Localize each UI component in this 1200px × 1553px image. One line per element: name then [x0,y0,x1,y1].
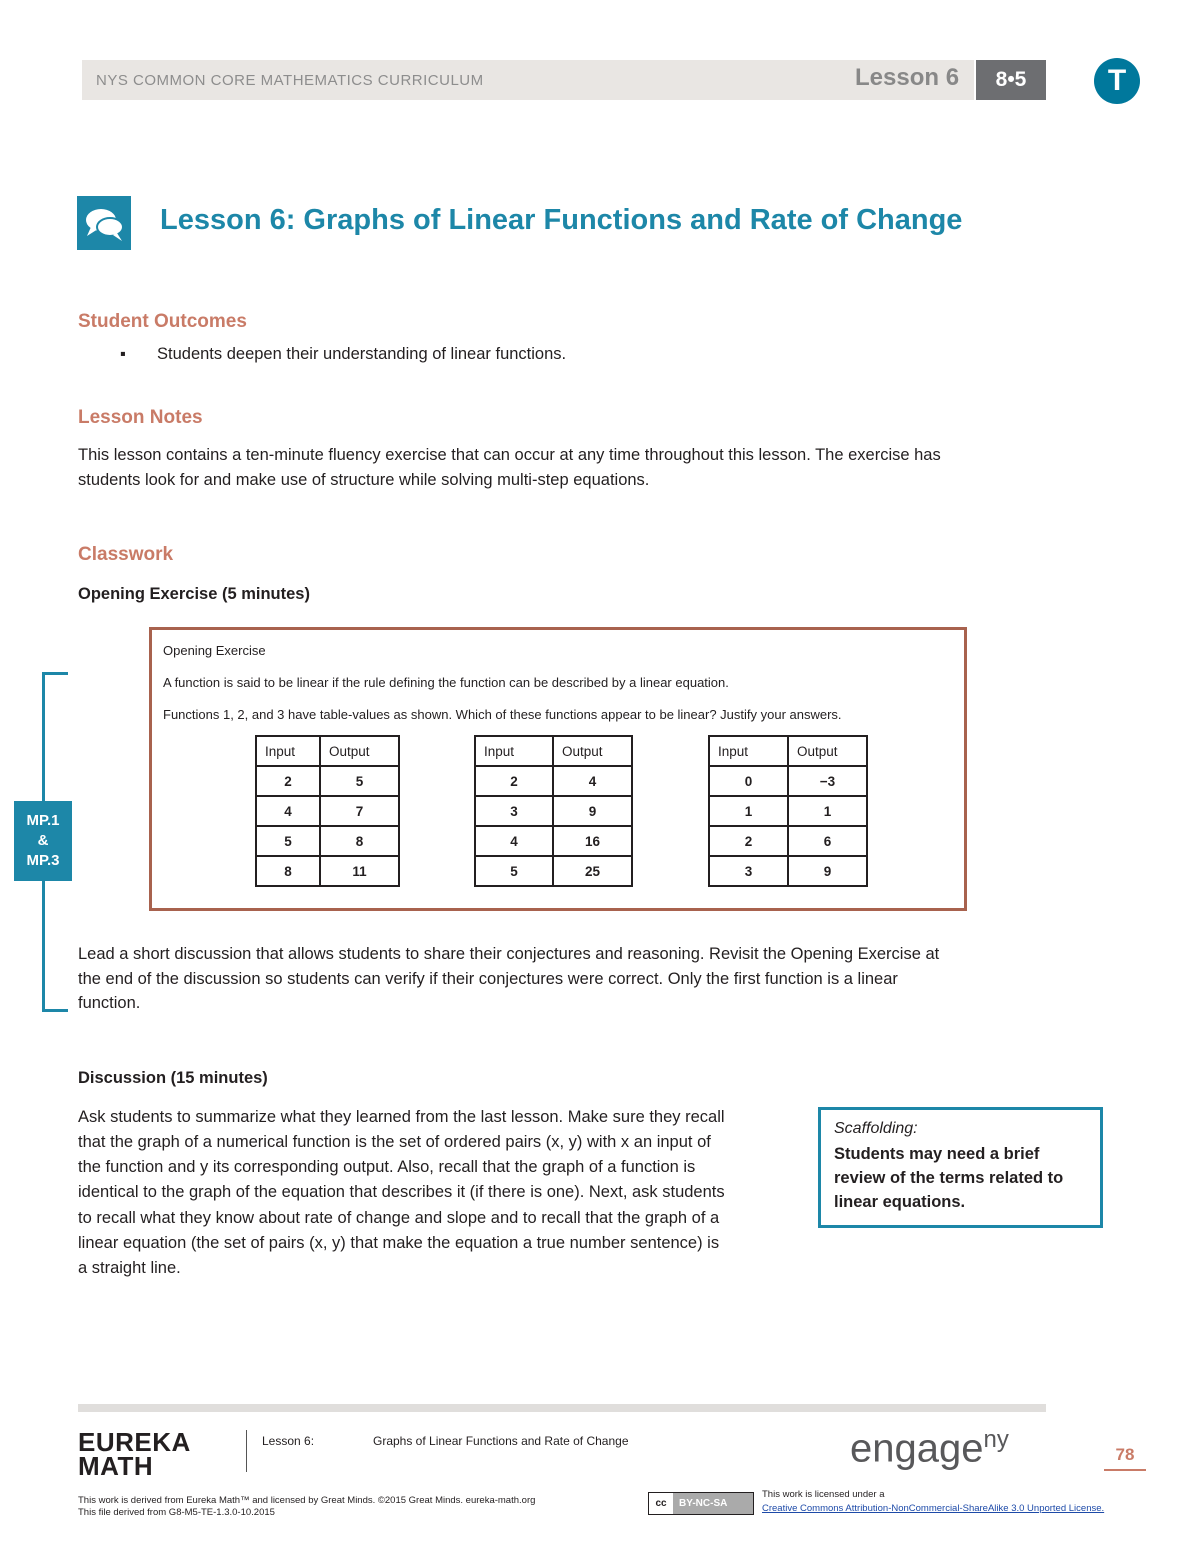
discussion-body-line4: identical to the graph of the equation that describes it (if there is one). Next, ask students [78,1183,725,1201]
engage-sup: ny [983,1426,1009,1453]
function-table-3 [708,735,868,887]
function-table-1 [255,735,400,887]
mp-bracket-top [42,672,68,675]
scaffolding-title: Scaffolding: [834,1120,918,1137]
table-cell: 5 [320,766,399,796]
teacher-badge: T [1094,58,1140,104]
engageny-logo [850,1426,1009,1471]
footer-divider [246,1430,247,1472]
cc-icon: cc [649,1493,673,1514]
engage-text: engage [850,1426,984,1471]
table-cell: 2 [709,826,788,856]
student-outcomes-heading: Student Outcomes [78,311,247,332]
discussion-body-line2: that the graph of a numerical function is the set of ordered pairs (x, y) with x an input of [78,1133,711,1151]
table-cell: 16 [553,826,632,856]
lesson-notes-line2: students look for and make use of structure while solving multi-step equations. [78,471,650,489]
table-cell: 3 [475,796,553,826]
table-header: Output [553,736,632,766]
lesson-notes-line1: This lesson contains a ten-minute fluency exercise that can occur at any time throughout this lesson. The exercise has [78,446,941,464]
table-cell: 6 [788,826,867,856]
opening-exercise-heading: Opening Exercise (5 minutes) [78,585,310,603]
table-header: Output [788,736,867,766]
curriculum-label: NYS COMMON CORE MATHEMATICS CURRICULUM [96,72,484,89]
table-cell: 0 [709,766,788,796]
footer-lesson-title: Graphs of Linear Functions and Rate of Change [373,1434,629,1448]
lesson-number: Lesson 6 [855,64,960,91]
table-cell: 4 [553,766,632,796]
table-header: Input [256,736,320,766]
classwork-heading: Classwork [78,544,174,565]
scaffolding-line3: linear equations. [834,1193,966,1211]
footer-rule [78,1404,1046,1412]
derived-notice-1: This work is derived from Eureka Math™ and licensed by Great Minds. ©2015 Great Minds. eureka-math.org [78,1495,536,1506]
table-cell: 7 [320,796,399,826]
eureka-logo-line1: EUREKA [78,1427,191,1457]
table-cell: 1 [709,796,788,826]
table-cell: −3 [788,766,867,796]
mp-standards-box [14,801,72,881]
bullet-icon: ▪ [120,345,126,363]
discussion-lead-line2: the end of the discussion so students can verify if their conjectures were correct. Only the first function is a linear [78,970,898,988]
table-cell: 11 [320,856,399,886]
page-title: Lesson 6: Graphs of Linear Functions and Rate of Change [160,204,963,236]
table-cell: 3 [709,856,788,886]
table-cell: 2 [256,766,320,796]
exercise-line1: A function is said to be linear if the rule defining the function can be described by a linear equation. [163,675,729,690]
footer-lesson-label: Lesson 6: [262,1434,315,1448]
mp-bracket-bottom [42,1009,68,1012]
license-notice: This work is licensed under a [762,1489,885,1500]
page-number: 78 [1104,1445,1146,1471]
table-cell: 8 [256,856,320,886]
function-table-2 [474,735,633,887]
scaffolding-line2: review of the terms related to [834,1169,1064,1187]
exercise-line2: Functions 1, 2, and 3 have table-values as shown. Which of these functions appear to be linear? Justify your answers. [163,707,842,722]
eureka-logo-line2: MATH [78,1451,154,1481]
discussion-body-line1: Ask students to summarize what they learned from the last lesson. Make sure they recall [78,1108,725,1126]
scaffolding-line1: Students may need a brief [834,1145,1040,1163]
discussion-body-line7: a straight line. [78,1259,181,1277]
exercise-title: Opening Exercise [163,643,266,658]
table-cell: 5 [256,826,320,856]
mp-label-amp: & [37,832,49,849]
table-header: Output [320,736,399,766]
table-cell: 1 [788,796,867,826]
discussion-body-line3: the function and y its corresponding output. Also, recall that the graph of a function is [78,1158,696,1176]
scaffolding-box [818,1107,1103,1228]
mp-label-1: MP.1 [26,812,60,829]
table-header: Input [709,736,788,766]
derived-notice-2: This file derived from G8-M5-TE-1.3.0-10.2015 [78,1507,275,1518]
outcome-item: Students deepen their understanding of linear functions. [157,345,567,363]
table-cell: 5 [475,856,553,886]
cc-terms: BY-NC-SA [679,1498,728,1509]
discussion-heading: Discussion (15 minutes) [78,1069,268,1087]
eureka-math-logo [78,1427,191,1481]
table-cell: 2 [475,766,553,796]
discussion-icon [77,196,131,250]
table-cell: 9 [788,856,867,886]
discussion-body-line6: linear equation (the set of pairs (x, y) that make the equation a true number sentence) is [78,1234,720,1252]
discussion-lead-line1: Lead a short discussion that allows students to share their conjectures and reasoning. Revisit the Opening Exercise at [78,945,940,963]
table-cell: 25 [553,856,632,886]
table-cell: 9 [553,796,632,826]
grade-module: 8•5 [976,60,1046,100]
table-header: Input [475,736,553,766]
table-cell: 4 [475,826,553,856]
discussion-body-line5: to recall what they know about rate of change and slope and to recall that the graph of a [78,1209,720,1227]
table-cell: 8 [320,826,399,856]
lesson-notes-heading: Lesson Notes [78,407,203,428]
cc-license-badge [648,1492,754,1515]
table-cell: 4 [256,796,320,826]
mp-label-2: MP.3 [26,852,60,869]
discussion-lead-line3: function. [78,994,141,1012]
license-link[interactable]: Creative Commons Attribution-NonCommercial-ShareAlike 3.0 Unported License. [762,1503,1105,1514]
